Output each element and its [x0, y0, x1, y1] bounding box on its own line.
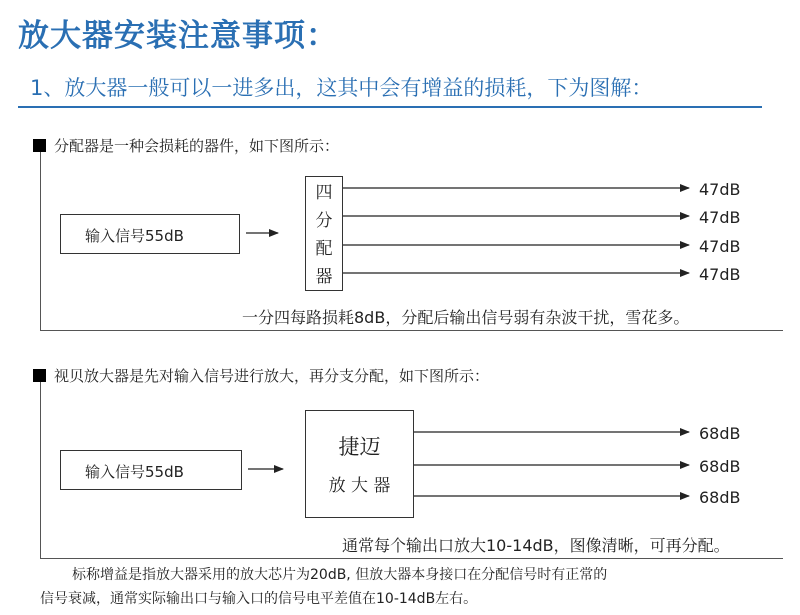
section1-heading: 分配器是一种会损耗的器件，如下图所示：: [54, 137, 340, 155]
section1-output-label: 47dB: [699, 208, 741, 227]
section2-output-label: 68dB: [699, 488, 741, 507]
amplifier-name: 放 大 器: [328, 476, 391, 496]
section1-output-label: 47dB: [699, 237, 741, 256]
section2-output-label: 68dB: [699, 424, 741, 443]
section2-input-label: 输入信号55dB: [85, 463, 184, 481]
splitter-char: 配: [315, 239, 333, 259]
amplifier-brand: 捷迈: [338, 435, 381, 459]
section1-input-label: 输入信号55dB: [85, 227, 184, 245]
footer-line-2: 信号衰减，通常实际输出口与输入口的信号电平差值在10-14dB左右。: [40, 591, 478, 607]
page-title: 放大器安装注意事项：: [18, 18, 338, 54]
section2-input-box: [60, 450, 242, 490]
section2-output-label: 68dB: [699, 457, 741, 476]
section1-output-label: 47dB: [699, 180, 741, 199]
splitter-char: 四: [315, 183, 333, 203]
splitter-char: 器: [315, 267, 333, 287]
splitter-box: [305, 176, 343, 291]
amplifier-box: [305, 410, 414, 518]
page-subtitle: 1、放大器一般可以一进多出，这其中会有增益的损耗，下为图解：: [30, 76, 653, 100]
section2-note: 通常每个输出口放大10-14dB，图像清晰，可再分配。: [342, 536, 730, 555]
section1-output-label: 47dB: [699, 265, 741, 284]
section1-bullet: [33, 139, 46, 152]
section2-bullet: [33, 369, 46, 382]
splitter-char: 分: [315, 211, 333, 231]
section1-note: 一分四每路损耗8dB，分配后输出信号弱有杂波干扰，雪花多。: [242, 308, 690, 327]
footer-line-1: 标称增益是指放大器采用的放大芯片为20dB, 但放大器本身接口在分配信号时有正常的: [72, 567, 608, 583]
section2-heading: 视贝放大器是先对输入信号进行放大，再分支分配，如下图所示：: [54, 367, 490, 385]
section1-input-box: [60, 214, 240, 254]
